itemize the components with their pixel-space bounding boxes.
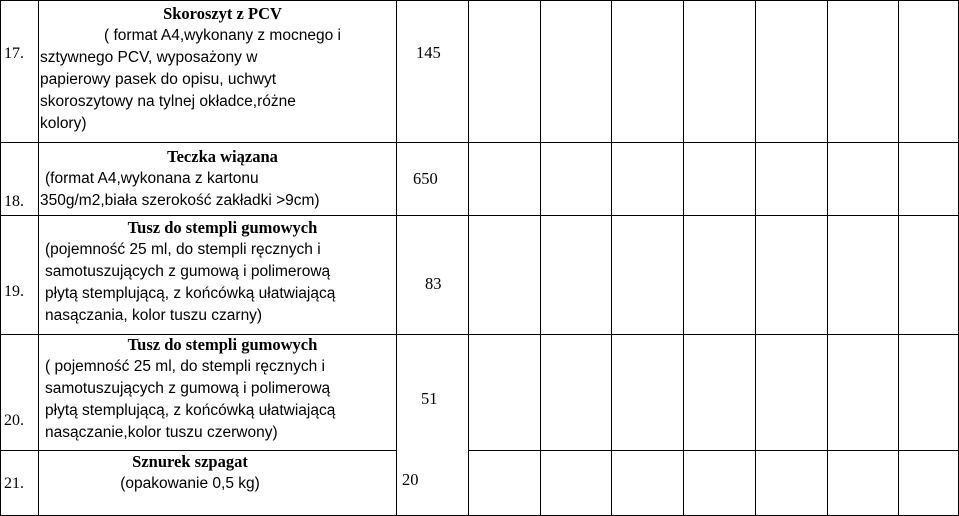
description-line: sztywnego PCV, wyposażony w: [40, 49, 258, 66]
item-quantity: 20: [402, 470, 419, 489]
item-name: Sznurek szpagat: [132, 452, 248, 471]
grid-line: [611, 0, 612, 516]
description-line: nasączanie,kolor tuszu czerwony): [45, 424, 278, 441]
item-description: [40, 3, 405, 135]
description-line: (opakowanie 0,5 kg): [120, 475, 260, 492]
item-name: Tusz do stempli gumowych: [127, 335, 318, 354]
row-number: 20.: [4, 412, 24, 429]
item-description: [40, 146, 405, 212]
description-line: papierowy pasek do opisu, uchwyt: [40, 71, 277, 88]
description-line: samotuszujących z gumową i polimerową: [45, 380, 331, 397]
item-quantity: 145: [416, 43, 441, 62]
description-line: skoroszytowy na tylnej okładce,różne: [40, 93, 296, 110]
item-description: [40, 217, 405, 327]
description-line: kolory): [40, 115, 87, 132]
grid-line: [683, 0, 684, 516]
grid-line: [0, 0, 959, 1]
item-description: [40, 451, 340, 495]
item-quantity: 51: [421, 389, 438, 408]
grid-line: [755, 0, 756, 516]
description-line: płytą stemplującą, z końcówką ułatwiającą: [45, 402, 336, 419]
row-number: 19.: [4, 283, 24, 300]
item-name: Skoroszyt z PCV: [163, 4, 282, 23]
grid-line: [468, 450, 959, 451]
description-line: (format A4,wykonana z kartonu: [45, 170, 259, 187]
item-name: Tusz do stempli gumowych: [127, 218, 318, 237]
description-line: płytą stemplującą, z końcówką ułatwiającą: [45, 285, 336, 302]
grid-line: [540, 0, 541, 516]
grid-line: [0, 0, 1, 516]
grid-line: [38, 0, 39, 516]
item-quantity: 83: [425, 274, 442, 293]
description-line: ( format A4,wykonany z mocnego i: [104, 27, 341, 44]
item-name: Teczka wiązana: [167, 147, 278, 166]
row-number: 21.: [4, 475, 24, 492]
description-line: ( pojemność 25 ml, do stempli ręcznych i: [45, 358, 325, 375]
description-line: 350g/m2,biała szerokość zakładki >9cm): [40, 192, 320, 209]
item-description: [40, 334, 405, 444]
grid-line: [898, 0, 899, 516]
row-number: 17.: [4, 45, 24, 62]
grid-line: [468, 0, 469, 516]
grid-line: [0, 142, 959, 143]
grid-line: [827, 0, 828, 516]
description-line: nasączania, kolor tuszu czarny): [45, 307, 263, 324]
description-line: samotuszujących z gumową i polimerową: [45, 263, 331, 280]
description-line: (pojemność 25 ml, do stempli ręcznych i: [45, 241, 321, 258]
grid-line: [0, 215, 959, 216]
row-number: 18.: [4, 193, 24, 210]
item-quantity: 650: [413, 169, 438, 188]
